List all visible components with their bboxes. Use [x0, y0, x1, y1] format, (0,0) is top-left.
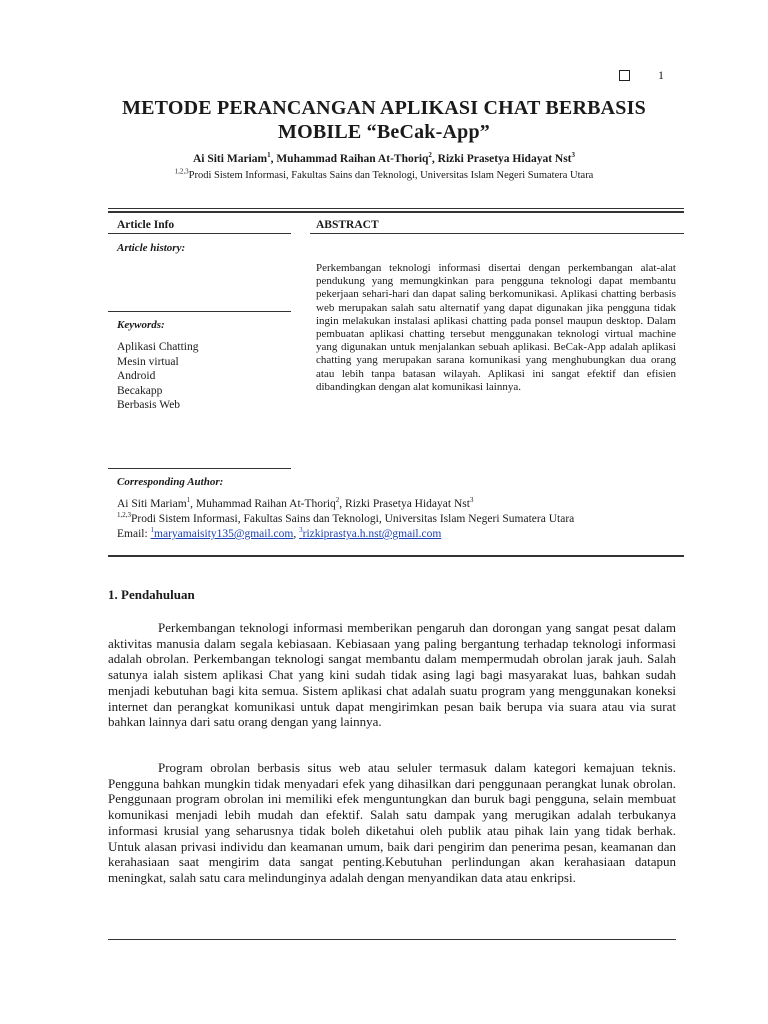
keyword-list — [117, 340, 198, 413]
body-paragraph-2: Program obrolan berbasis situs web atau seluler termasuk dalam kategori kemajuan teknis. Pengguna bahkan mungkin tidak menyadari efek yang dihasilkan dari penggunaan perangkat lunak obrolan. Penggunaan program obrolan ini memiliki efek menguntungkan dan buruk bagi pengguna, selain membuat komunikasi menjadi lebih mudah dan efektif. Salah satu dampak yang merugikan adalah terbukanya informasi krusial yang seharusnya tidak boleh diketahui oleh publik atau pihak lain yang tidak berhak. Untuk alasan privasi individu dan keamanan umum, baik dari pengirim dan penerima pesan, keamanan dan kerahasiaan saat mengirim data sangat penting.Kebutuhan perlindungan akan kerahasiaan datapun meningkat, salah satu cara melindunginya adalah dengan menyandikan data atau enkripsi. — [108, 760, 676, 885]
corr-author-line: Ai Siti Mariam$^1$, Muhammad Raihan At-Thoriq$^2$, Rizki Prasetya Hidayat Nst$^3$ — [117, 496, 474, 510]
author-3: Rizki Prasetya Hidayat Nst — [437, 153, 572, 165]
author-2: Muhammad Raihan At-Thoriq — [276, 153, 429, 165]
corr-author-3: Rizki Prasetya Hidayat Nst — [345, 498, 470, 510]
corr-affil-sup: 1,2,3 — [117, 511, 131, 520]
article-info-heading: Article Info — [117, 219, 175, 231]
title-line-1: METODE PERANCANGAN APLIKASI CHAT BERBASIS — [122, 97, 646, 119]
keywords-rule — [108, 468, 291, 469]
footer-rule — [108, 939, 676, 940]
email-link-1[interactable] — [151, 528, 294, 540]
top-rule-thin — [108, 208, 684, 209]
corr-author-1: Ai Siti Mariam — [117, 498, 187, 510]
email-2-sup: 3 — [299, 526, 303, 535]
email-line: Email: $^1$maryamaisity135@gmail.com, $^3$rizkiprastya.h.nst@gmail.com — [117, 526, 442, 540]
author-1-sup: 1 — [267, 151, 271, 160]
email-label: Email: — [117, 528, 148, 540]
corr-author-1-sup: 1 — [186, 496, 191, 505]
keyword-item: Becakapp — [117, 384, 163, 397]
corr-affiliation-line — [117, 512, 677, 527]
info-bottom-rule — [108, 555, 684, 557]
abstract-body: Perkembangan teknologi informasi disertai dengan perkembangan alat-alat pendukung yang memungkinkan para pengguna teknologi dapat membantu pekerjaan sehari-hari dan dapat saling berkomunikasi. Aplikasi chatting berbasis web merupakan salah satu alternatif yang dapat digunakan jika pengguna tidak ingin melakukan instalasi aplikasi chatting pada ponsel maupun desktop. Dalam pembuatan aplikasi chatting tersebut menggunakan teknologi virtual machine yang digunakan untuk menjalankan sebuah aplikasi. BeCak-App adalah aplikasi chatting yang merupakan sarana komunikasi yang menghubungkan dua orang atau lebih tanpa batasan wilayah. Aplikasi ini sangat efektif dan efisien dibandingkan dengan alat komunikasi lainnya. — [316, 262, 676, 393]
keyword-item: Android — [117, 370, 156, 382]
keyword-item: Berbasis Web — [117, 399, 181, 411]
author-2-sup: 2 — [428, 151, 432, 160]
corr-author-2-sup: 2 — [335, 496, 340, 505]
section-heading: 1. Pendahuluan — [108, 587, 195, 602]
history-rule — [108, 311, 291, 312]
author-3-sup: 3 — [571, 151, 576, 160]
abstract-heading: ABSTRACT — [316, 219, 379, 231]
article-history-heading: Article history: — [117, 242, 186, 254]
corr-affiliation-text: Prodi Sistem Informasi, Fakultas Sains dan Teknologi, Universitas Islam Negeri Sumatera Utara — [131, 513, 575, 525]
article-info-rule — [108, 233, 291, 234]
email-link-2[interactable] — [299, 528, 441, 540]
page-header — [619, 68, 664, 83]
page-number: 1 — [658, 68, 664, 82]
author-1: Ai Siti Mariam — [192, 153, 268, 165]
email-2-address: rizkiprastya.h.nst@gmail.com — [302, 528, 442, 540]
top-rule-thick — [108, 211, 684, 213]
keyword-item: Mesin virtual — [117, 355, 179, 368]
body-paragraph-1: Perkembangan teknologi informasi memberikan pengaruh dan dorongan yang sangat pesat dalam aktivitas manusia dalam segala kebiasaan. Kebiasaan yang paling bergantung terhadap teknologi informasi adalah obrolan. Perkembangan teknologi sangat membantu dalam mempermudah obrolan jarak jauh. Salah satunya ialah sistem aplikasi Chat yang kini sudah tidak asing lagi bagi masyarakat luas, bahkan sudah menjadi kebutuhan bagi kita semua. Sistem aplikasi chat adalah suatu program yang menggunakan koneksi internet dan perangkat komunikasi untuk dapat mengirimkan pesan baik berupa via suara atau via surat bahkan lainnya dari satu orang dengan yang lainnya. — [108, 620, 676, 730]
email-1-sup: 1 — [150, 526, 155, 535]
checkbox-square-icon — [619, 70, 630, 81]
keyword-item: Aplikasi Chatting — [117, 341, 199, 353]
affiliation-sup: 1,2,3 — [174, 167, 189, 176]
abstract-rule — [310, 233, 684, 234]
affiliation-text: Prodi Sistem Informasi, Fakultas Sains dan Teknologi, Universitas Islam Negeri Sumatera Utara — [188, 170, 594, 181]
paper-title — [90, 96, 678, 144]
corresponding-author-heading: Corresponding Author: — [117, 476, 224, 488]
corresponding-author-block — [117, 497, 677, 542]
keywords-heading: Keywords: — [117, 319, 165, 331]
author-affiliation — [90, 167, 678, 181]
corr-author-3-sup: 3 — [469, 496, 474, 505]
author-list: Ai Siti Mariam$^1$, Muhammad Raihan At-Thoriq$^2$, Rizki Prasetya Hidayat Nst$^3$ — [192, 151, 576, 165]
title-line-2: MOBILE “BeCak-App” — [278, 121, 490, 143]
email-1-address: maryamaisity135@gmail.com — [154, 528, 294, 540]
corr-author-2: Muhammad Raihan At-Thoriq — [195, 498, 336, 510]
